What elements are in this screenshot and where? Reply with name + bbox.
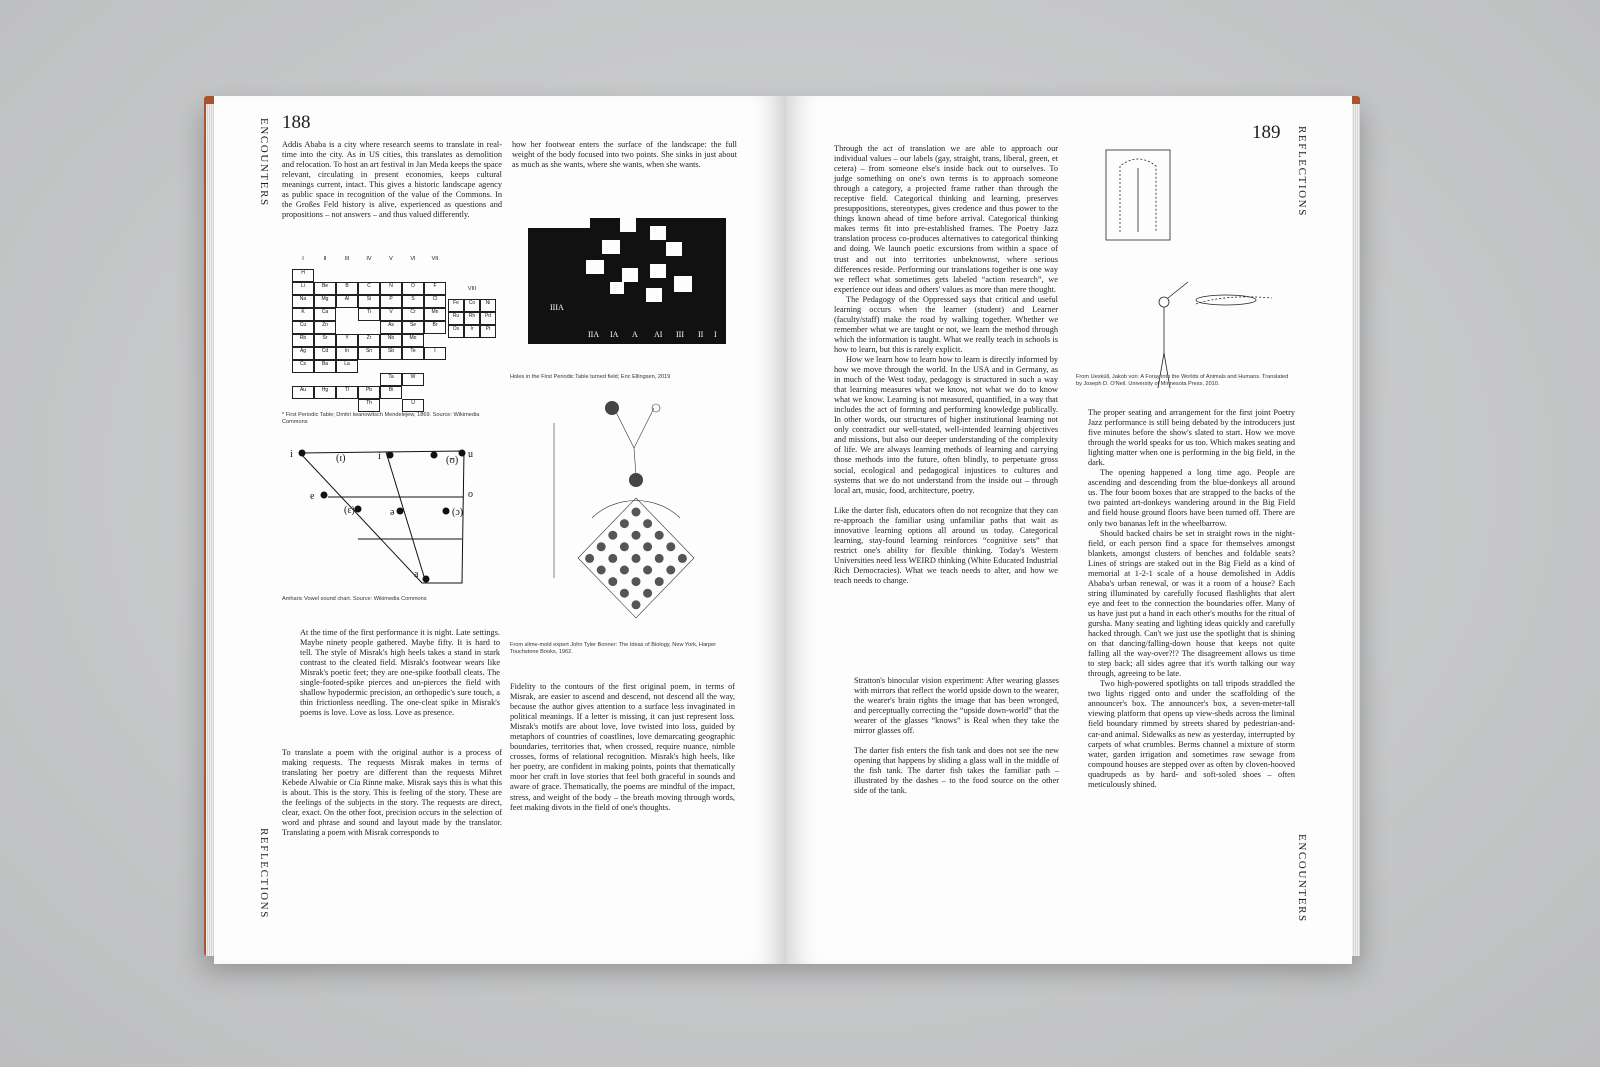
periodic-cell: Hg [314,386,336,399]
periodic-cell [336,308,358,321]
periodic-cell: Pt [480,325,496,338]
periodic-cell: I [424,347,446,360]
running-head-top: ENCOUNTERS [258,118,270,207]
vowel-label: (ʊ) [446,455,459,466]
periodic-cell [424,386,446,399]
periodic-cell: Pd [480,312,496,325]
periodic-cell: Te [402,347,424,360]
vowel-point [355,506,362,513]
periodic-cell [314,399,336,412]
vowel-label: u [468,449,473,460]
periodic-cell: Cr [402,308,424,321]
periodic-group-label: VII [431,256,439,262]
periodic-cell: Be [314,282,336,295]
translation-text: Through the act of translation we are able to approach our individual values – our labels (gay, straight, trans, liberal, green, et cetera) – from someone else's inside back out to ourselves. To judge something on one's own terms is to approach someone through a category, a projected frame rather than through the receptive field. Categorical thinking and learning, preserves presuppositions, stereotypes, gives credence and thus power to the things known ahead of time before arrival. Categorical thinking makes terms fit into pre-established frames. The Poetry Jazz translation process co-produces alternatives to categorical thinking and doing. We launch poetic excursions from within a space of trust and out into territories unbeknownst, where serious differences reside. Performing our translations together is one way we reflect what sometimes gets labeled “action research”, we experience our ideas and others' values as more than mere thought. The Pedagogy of the Oppressed says that critical and useful learning occurs when the learner (student) and Learner (faculty/staff) make the road by walking together. Whether we remember what we are taught or not, we learn the method through which the information is taught. What we really teach in schools is how to learn, but this is rarely explicit. How we learn how to learn how to learn is directly informed by how we move through the world. In the USA and in Germany, as in much of the West today, pedagogy is structured in such a way that learning measures what we know, not what we do to know what we know. Learning is not measured, quantified, in a way that includes the act of forming and performing knowledge publically. In other words, our structures of higher institutional learning not only contradict our well-stated, well-intended learning objectives and missions, but also our deeper understanding of the complexity of life. We are always learning methods of learning and carrying those methods into the future, often blindly, to perpetuate gross social, ecological and pedagogical injustices to cultures and systems that we do not understand from the inside out – through local art, music, food, architecture, poetry. Like the darter fish, educators often do not recognize that they can re-approach the familiar using unfamiliar paths that wait as innovative learning options all around us today. Categorical learning, stay-found learning reinforces “cognitive sets” that restrict one's ability for flexible thinking. Today's Western Universities need less WEIRD thinking (White Educated Industrial Rich Democracies). What we teach needs to alter, and how we teach needs to change. [834,144,1058,585]
periodic-group-label: VI [410,256,416,262]
periodic-group-label: VIII [467,286,477,292]
periodic-cell [292,373,314,386]
periodic-cell: Au [292,386,314,399]
slime-cell [666,542,675,551]
performance-text: At the time of the first performance it is night. Late settings. Maybe ninety people gathered. Maybe fifty. It is hard to tell. The style of Misrak's high heels takes a stand in stark contrast to the cleated field. Misrak's footwear wears like Misrak's poetic feet; they are one-spike football cleats. The single-footed-spike pierces and un-pierces the field with shallow hypodermic precision, an orthopedic's sure touch, a thin frictionless needling. The one-cleat spike in Misrak's poems is love. Love as loss. Love as presence. [300,628,500,718]
slime-cell [655,554,664,563]
vowel-label: ə [390,507,395,518]
vowel-label: (ɛ) [344,505,355,516]
slime-cell [678,554,687,563]
periodic-table-grid [292,256,446,412]
vowel-point [459,450,466,457]
translate-text: To translate a poem with the original author is a process of making requests. The requests Misrak makes in terms of translating her poetry are different than the requests Mihret Kebede Alwabie or Cia Rinne make. Misrak says this is what this is about. This is the story. This is feeling of the story. These are the feelings of the subjects in the story. The requests are direct, clear, exact. On the other foot, precision occurs in the selection of word and phrase and sound and layout made by the translator. Translating a poem with Misrak corresponds to [282,748,502,838]
periodic-group-label: IV [366,256,372,262]
periodic-table-group-viii [448,286,496,338]
vowel-chart [286,441,486,591]
slime-cell [643,589,652,598]
periodic-cell: Fe [448,299,464,312]
periodic-cell: Li [292,282,314,295]
hole-cell [620,218,636,232]
slime-cell [643,542,652,551]
periodic-cell: Rh [464,312,480,325]
periodic-group-label: II [323,256,327,262]
slime-cell [632,531,641,540]
periodic-cell: W [402,373,424,386]
holes-label: A [632,330,638,339]
periodic-cell: Sn [358,347,380,360]
slime-cell [620,566,629,575]
periodic-cell: Th [358,399,380,412]
vowel-label: (ɔ) [452,507,464,518]
vowel-point [443,508,450,515]
slime-cell [597,542,606,551]
periodic-cell [358,360,380,373]
periodic-cell: Ni [480,299,496,312]
holes-label: I [714,330,717,339]
vowel-point [397,508,404,515]
holes-label: IA [610,330,619,339]
running-head-top: REFLECTIONS [1296,126,1308,217]
page-number: 189 [1252,122,1281,143]
periodic-cell: Si [358,295,380,308]
slime-cell [643,519,652,528]
slime-cell [655,531,664,540]
vowel-caption: Amharic Vowel sound chart. Source: Wikimedia Commons [282,596,427,602]
slime-mold-figure [534,388,734,623]
vowel-point [423,576,430,583]
periodic-cell [358,373,380,386]
periodic-cell: Nb [380,334,402,347]
slime-cell [632,600,641,609]
periodic-cell [358,321,380,334]
periodic-cell: Zr [358,334,380,347]
periodic-cell: B [336,282,358,295]
periodic-cell: K [292,308,314,321]
periodic-cell: Ir [464,325,480,338]
hole-cell [650,226,666,240]
periodic-cell: Ca [314,308,336,321]
periodic-cell: Na [292,295,314,308]
left-page [214,96,786,964]
periodic-cell [402,360,424,373]
periodic-cell: Ta [380,373,402,386]
periodic-cell: Bi [380,386,402,399]
slime-cell [632,554,641,563]
holes-figure [526,218,726,353]
vowel-point [431,452,438,459]
slime-cell [632,577,641,586]
periodic-cell [380,360,402,373]
periodic-cell: Se [402,321,424,334]
periodic-cell: Tl [336,386,358,399]
periodic-cell [424,269,446,282]
intro-text: Addis Ababa is a city where research seems to translate in real-time into the city. As in US cities, this translates as demolition and relocation. To host an art festival in Jan Meda keeps the space relevant, circulating in present economies, keeps cultural meanings current, intact. This gives a historic landscape agency as public space in recognition of the value of the Commons. In the Großes Feld history is alive, experienced as questions and propositions – not answers – and thus valued differently. [282,140,502,220]
slime-cell [620,589,629,598]
vowel-label: i [378,451,381,462]
periodic-cell: Mn [424,308,446,321]
periodic-cell: Ag [292,347,314,360]
holes-label: IIA [588,330,600,339]
periodic-cell [424,399,446,412]
periodic-cell: H [292,269,314,282]
slime-caption: From slime-mold expert John Tyler Bonner: The Ideas of Biology, New York, Harper Touchstone Books, 1962. [510,642,717,656]
periodic-cell: V [380,308,402,321]
vowel-label: i [290,449,293,460]
periodic-cell [314,269,336,282]
periodic-cell [380,399,402,412]
periodic-cell: S [402,295,424,308]
hole-cell [622,268,638,282]
periodic-cell: F [424,282,446,295]
periodic-cell: Y [336,334,358,347]
periodic-cell [292,399,314,412]
holes-label: II [698,330,704,339]
fidelity-text: Fidelity to the contours of the first original poem, in terms of Misrak, are easier to ascend and descend, not descend all the way, because the author gives attention to a surface less invaginated in political meanings. If a letter is missing, it can just represent loss. Misrak's motifs are about love, love twisted into loss, guided by metaphors of countries of coastlines, love demarcating geographic boundaries, territories that, when crossed, require nuance, nimble crosses, forms of relational recognition. Misrak's high heels, like her poetry, are confident in making points, points that thematically moor her craft in love stories that feel both graceful in sounds and aware of grace. Thematically, the poems are mindful of the impact, stress, and weight of the body – the breath moving through words, feet making divots in the field of one's thoughts. [510,682,735,812]
periodic-cell: Mg [314,295,336,308]
slime-cell [643,566,652,575]
periodic-cell: Pb [358,386,380,399]
periodic-cell [336,321,358,334]
slime-cell [585,554,594,563]
holes-label: AI [654,330,663,339]
slime-cell [608,577,617,586]
right-page [786,96,1352,964]
slime-cell [655,577,664,586]
periodic-cell [424,360,446,373]
hole-cell [586,260,604,274]
periodic-cell: Os [448,325,464,338]
slime-cell [620,542,629,551]
periodic-cell [402,386,424,399]
hole-cell [666,242,682,256]
periodic-cell [402,269,424,282]
hole-cell [650,264,666,278]
vowel-point [387,452,394,459]
holes-label: III [676,330,684,339]
periodic-cell [336,399,358,412]
slime-cell [666,566,675,575]
periodic-caption: * First Periodic Table; Dmitri Iwanowitsch Mendelejew, 1869. Source: Wikimedia Commons [282,412,480,426]
hole-cell [674,276,692,292]
hole-cell [602,240,620,254]
periodic-group-label: V [389,256,393,262]
slime-cell [632,508,641,517]
periodic-cell: Br [424,321,446,334]
periodic-cell: C [358,282,380,295]
periodic-cell: Co [464,299,480,312]
running-head-bottom: ENCOUNTERS [1296,834,1308,923]
periodic-cell [336,373,358,386]
periodic-cell: La [336,360,358,373]
hole-cell [646,288,662,302]
seating-text: The proper seating and arrangement for the first joint Poetry Jazz performance is still being debated by the introducers just five minutes before the show's slated to start. How we move through the world speaks for us too. Which makes seating and lighting matter when one is performing in the big field, in the dark. The opening happened a long time ago. People are ascending and descending from the blue-donkeys all around us. The four boom boxes that are strapped to the backs of the two painted art-donkeys wandering around in the Big Field and field house ground floors have been turned off. There are only two bananas left in the wheelbarrow. Should backed chairs be set in straight rows in the night-field, or each person find a space for themselves amongst blankets, amongst clusters of benches and foldable seats? Lines of strings are staked out in the Big Field as a kind of memorial at 1-2-1 scale of a house demolished in Addis Ababa's urban renewal, or was it a room of a house? Each string illuminated by carefully focused flashlights that alert eye and feet to the connection the boundaries offer. Many of us have just put a hand in each other's mouths for the ritual of gursha. Many seating and lighting ideas quickly and carefully hacked through. Can't we just use the spotlight that is shining on that dancing/falling-down house that keeps not quite falling all the way-over?!? The disagreement allows us time to step back; all sides agree that it's worth talking our way through, agreeing to be late. Two high-powered spotlights on tall tripods straddled the two lights rigged onto and under the scaffolding of the announcer's box. The announcer's box, a seven-meter-tall viewing platform that opens up view-sheds across the liminal field boundary rimmed by streets shared by pedestrian-and-car-and animal. Sidewalks as new as yesterday, interrupted by carpets of what crumbles. Berms channel a mixture of storm water, garden irrigation and sometimes raw sewage from compound houses are stepped over as often by cloven-hooved quadrupeds as by hard- and soft-soled shoes – often meticulously shined. [1088,408,1295,789]
periodic-cell [336,269,358,282]
periodic-cell: Sr [314,334,336,347]
periodic-cell: In [336,347,358,360]
periodic-cell: O [402,282,424,295]
periodic-cell: Ru [448,312,464,325]
slime-cell [597,566,606,575]
periodic-table-figure [292,256,492,412]
periodic-cell: Mo [402,334,424,347]
stratton-text: Stratton's binocular vision experiment: After wearing glasses with mirrors that reflect the world upside down to the wearer, the wearer's brain rights the image that has been wronged, and perceptually correcting the “upside down-world” that the wearer of the glasses “knows” is Real when they take the mirror glasses off. The darter fish enters the fish tank and does not see the new opening that happens by sliding a glass wall in the middle of the fish tank. The darter fish takes the familiar path – illustrated by the dashes – to the food source on the other side of the tank. [854,676,1059,796]
periodic-cell: Zn [314,321,336,334]
periodic-group-label: I [302,256,304,262]
periodic-cell: Cd [314,347,336,360]
running-head-bottom: REFLECTIONS [258,828,270,919]
periodic-cell: P [380,295,402,308]
footwear-text: how her footwear enters the surface of the landscape: the full weight of the body focused into two points. She sinks in just about as much as she wants, where she wants, when she wants. [512,140,737,170]
periodic-cell [424,334,446,347]
periodic-cell: Rb [292,334,314,347]
periodic-group-label: III [344,256,350,262]
slime-cell [608,554,617,563]
vowel-label: o [468,489,473,500]
vowel-label: a [414,569,419,580]
periodic-cell: U [402,399,424,412]
periodic-cell: Cs [292,360,314,373]
periodic-cell: Cu [292,321,314,334]
uexkull-caption: From Uexküll, Jakob von: A Foray into the Worlds of Animals and Humans. Translated by Joseph D. O'Neil. University of Minnesota Press, 2010. [1076,374,1289,388]
vowel-label: e [310,491,315,502]
periodic-cell: Ba [314,360,336,373]
periodic-cell [314,373,336,386]
hole-cell [610,282,624,294]
periodic-cell: As [380,321,402,334]
vowel-point [299,450,306,457]
vowel-label: (ɪ) [336,453,346,464]
page-number: 188 [282,112,311,133]
darter-fish-figure [1076,148,1286,398]
periodic-cell [424,373,446,386]
periodic-cell: Ti [358,308,380,321]
periodic-cell: Cl [424,295,446,308]
slime-cell [608,531,617,540]
holes-label: IIIA [550,303,564,312]
periodic-cell: N [380,282,402,295]
periodic-cell: Sb [380,347,402,360]
periodic-cell: Al [336,295,358,308]
holes-caption: Holes in the First Periodic Table turned field; Eric Ellingsen, 2019 [510,374,671,380]
periodic-cell [358,269,380,282]
vowel-point [321,492,328,499]
slime-cell [620,519,629,528]
periodic-cell [380,269,402,282]
